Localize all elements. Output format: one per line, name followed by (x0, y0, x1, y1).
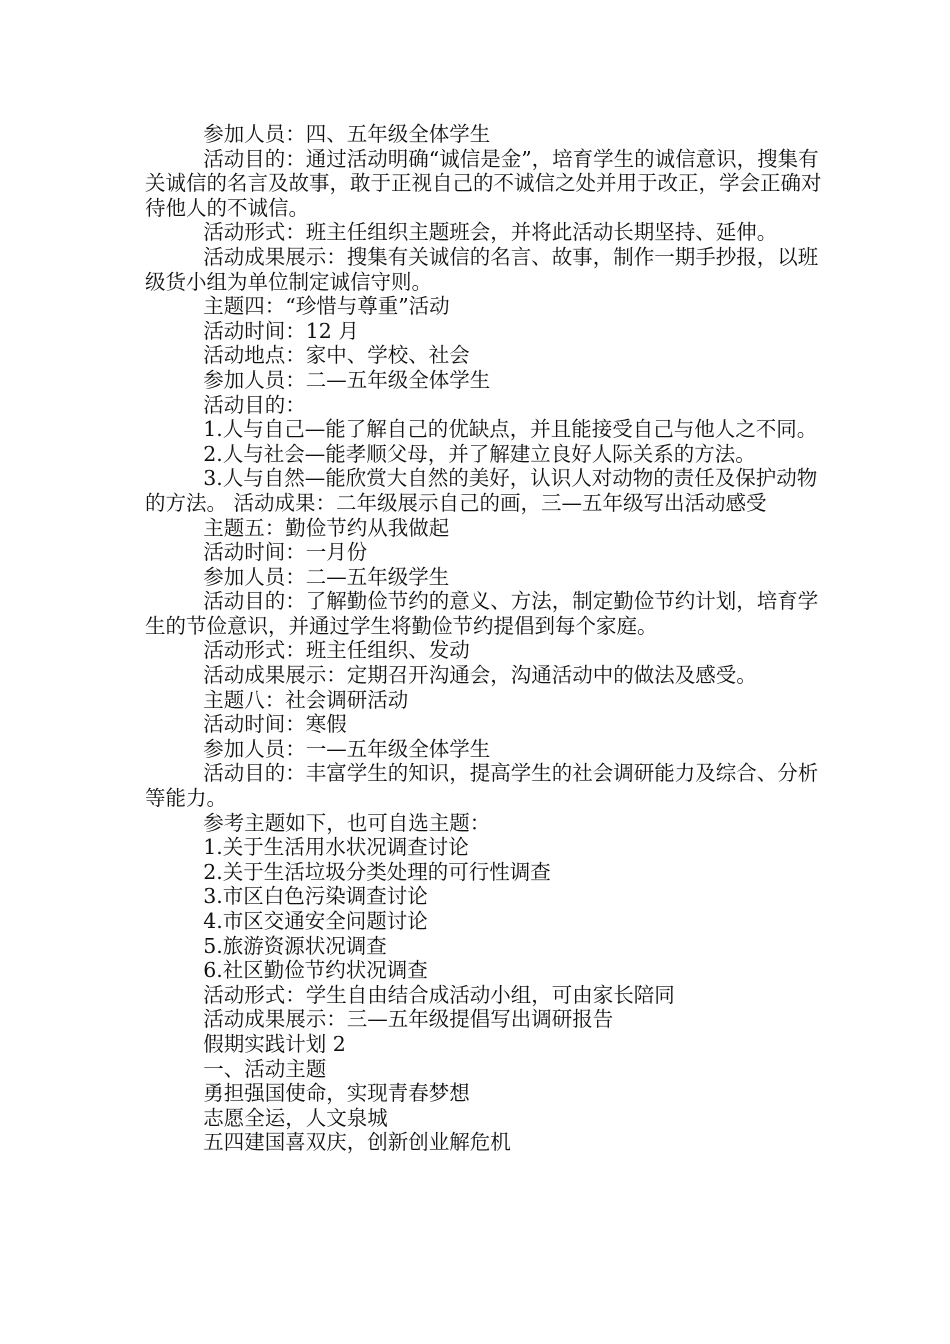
paragraph-topic-2: 2.关于生活垃圾分类处理的可行性调查 (203, 859, 551, 884)
paragraph-topic-5: 5.旅游资源状况调查 (203, 933, 387, 958)
paragraph-plan-2-title: 假期实践计划 2 (203, 1031, 346, 1056)
paragraph-participants-4: 参加人员：二—五年级全体学生 (203, 367, 491, 392)
document-body (145, 122, 825, 1155)
paragraph-place-4: 活动地点：家中、学校、社会 (203, 343, 470, 368)
paragraph-reference-topics: 参考主题如下，也可自选主题： (203, 810, 491, 835)
paragraph-participants-5: 参加人员：二—五年级学生 (203, 564, 450, 589)
paragraph-topic-3: 3.市区白色污染调查讨论 (203, 884, 428, 909)
paragraph-participants-8: 参加人员：一—五年级全体学生 (203, 736, 491, 761)
paragraph-results-8: 活动成果展示：三—五年级提倡写出调研报告 (203, 1007, 614, 1032)
paragraph-form-5: 活动形式：班主任组织、发动 (203, 638, 470, 663)
paragraph-section-theme: 一、活动主题 (203, 1056, 327, 1081)
paragraph-slogan-1: 勇担强国使命，实现青春梦想 (203, 1081, 470, 1106)
paragraph-form-8: 活动形式：学生自由结合成活动小组，可由家长陪同 (203, 982, 675, 1007)
paragraph-slogan-3: 五四建国喜双庆，创新创业解危机 (203, 1130, 511, 1155)
paragraph-theme-5: 主题五：勤俭节约从我做起 (203, 515, 450, 540)
paragraph-topic-6: 6.社区勤俭节约状况调查 (203, 958, 428, 983)
paragraph-time-5: 活动时间：一月份 (203, 540, 368, 565)
paragraph-topic-4: 4.市区交通安全问题讨论 (203, 909, 428, 933)
paragraph-form-1: 活动形式：班主任组织主题班会，并将此活动长期坚持、延伸。 (203, 220, 778, 245)
paragraph-purpose-5: 活动目的：了解勤俭节约的意义、方法，制定勤俭节约计划，培育学生的节俭意识，并通过学生将勤俭节约提倡到每个家庭。 (145, 589, 819, 638)
paragraph-results-5: 活动成果展示：定期召开沟通会，沟通活动中的做法及感受。 (203, 663, 757, 688)
paragraph-topic-1: 1.关于生活用水状况调查讨论 (203, 835, 469, 860)
paragraph-purpose-1: 活动目的：通过活动明确“诚信是金”，培育学生的诚信意识，搜集有关诚信的名言及故事，敢于正视自己的不诚信之处并用于改正，学会正确对待他人的不诚信。 (145, 146, 822, 220)
paragraph-purpose-4: 活动目的： (203, 392, 306, 417)
paragraph-purpose-8: 活动目的：丰富学生的知识，提高学生的社会调研能力及综合、分析等能力。 (145, 761, 819, 811)
paragraph-results-1: 活动成果展示：搜集有关诚信的名言、故事，制作一期手抄报，以班级货小组为单位制定诚信守则。 (145, 244, 819, 294)
paragraph-slogan-2: 志愿全运，人文泉城 (203, 1105, 388, 1130)
paragraph-purpose-4-item-1: 1.人与自己—能了解自己的优缺点，并且能接受自己与他人之不同。 (203, 417, 818, 442)
paragraph-purpose-4-item-2: 2.人与社会—能孝顺父母，并了解建立良好人际关系的方法。 (203, 441, 756, 466)
paragraph-purpose-4-item-3: 3.人与自然—能欣赏大自然的美好，认识人对动物的责任及保护动物的方法。 活动成果：二年级展示自己的画，三—五年级写出活动感受 (145, 466, 818, 515)
paragraph-time-4: 活动时间：12 月 (203, 318, 359, 343)
paragraph-theme-8: 主题八：社会调研活动 (203, 687, 409, 712)
paragraph-time-8: 活动时间：寒假 (203, 712, 347, 737)
paragraph-participants-1: 参加人员：四、五年级全体学生 (203, 122, 491, 146)
paragraph-theme-4: 主题四：“珍惜与尊重”活动 (203, 294, 450, 319)
